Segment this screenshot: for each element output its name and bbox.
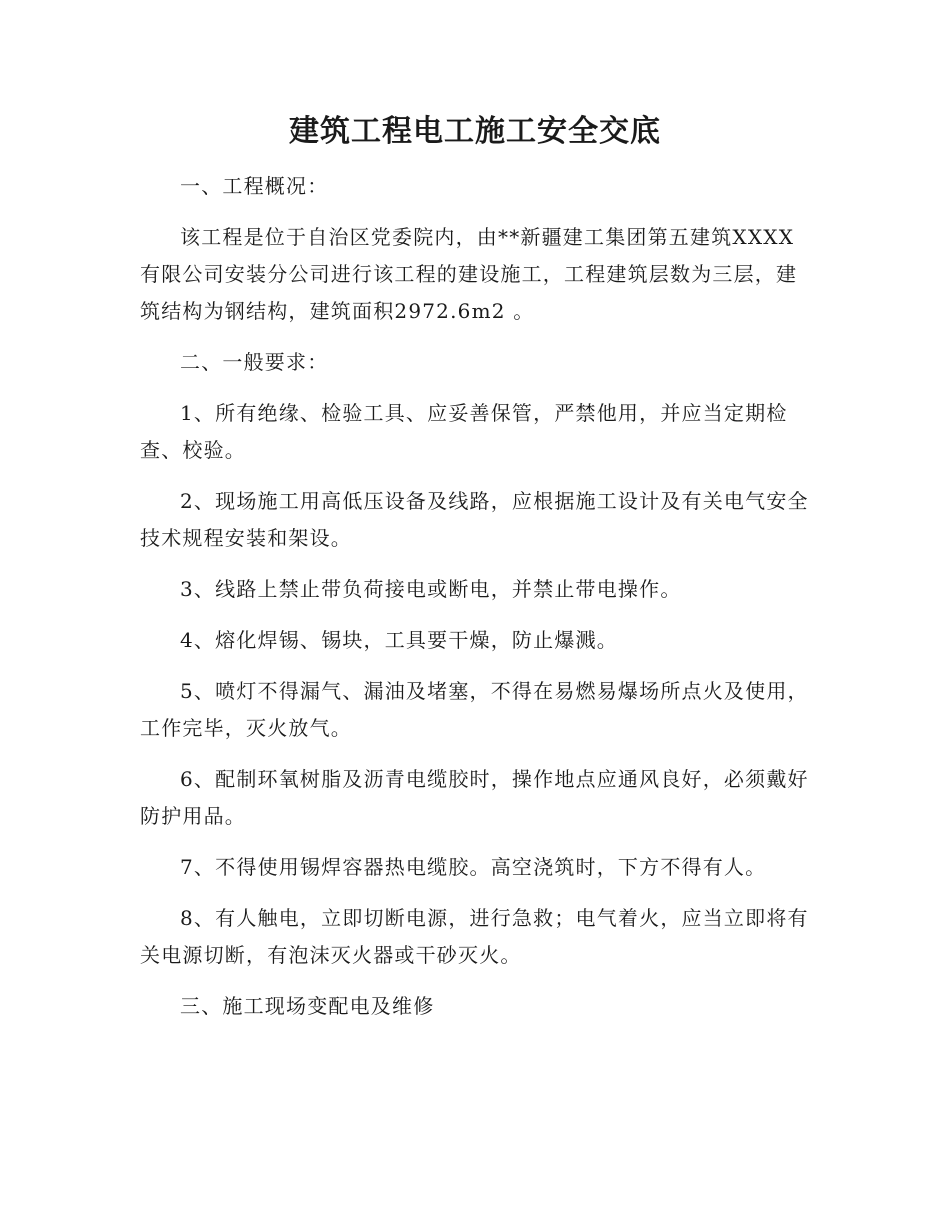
paragraph-item-3: 3、线路上禁止带负荷接电或断电，并禁止带电操作。 — [180, 577, 682, 601]
paragraph-item-8: 8、有人触电，立即切断电源，进行急救；电气着火，应当立即将有关电源切断，有泡沫灭火器或干砂灭火。 — [140, 906, 809, 967]
paragraph-item-5: 5、喷灯不得漏气、漏油及堵塞，不得在易燃易爆场所点火及使用，工作完毕，灭火放气。 — [140, 679, 809, 740]
document-title: 建筑工程电工施工安全交底 — [289, 114, 661, 149]
paragraph-item-2: 2、现场施工用高低压设备及线路，应根据施工设计及有关电气安全技术规程安装和架设。 — [140, 489, 809, 550]
section-heading-power-distribution: 三、施工现场变配电及维修 — [180, 994, 435, 1018]
section-heading-general-requirements: 二、一般要求： — [180, 350, 329, 374]
paragraph-item-1: 1、所有绝缘、检验工具、应妥善保管，严禁他用，并应当定期检查、校验。 — [140, 401, 788, 462]
document-body — [140, 168, 812, 1039]
section-heading-overview: 一、工程概况： — [180, 174, 329, 198]
paragraph-item-4: 4、熔化焊锡、锡块，工具要干燥，防止爆溅。 — [180, 628, 618, 652]
paragraph-overview-text: 该工程是位于自治区党委院内，由**新疆建工集团第五建筑XXXX有限公司安装分公司进行该工程的建设施工，工程建筑层数为三层，建筑结构为钢结构，建筑面积2972.6m2 。 — [140, 225, 798, 323]
paragraph-item-6: 6、配制环氧树脂及沥青电缆胶时，操作地点应通风良好，必须戴好防护用品。 — [140, 767, 809, 828]
paragraph-item-7: 7、不得使用锡焊容器热电缆胶。高空浇筑时，下方不得有人。 — [180, 855, 767, 879]
